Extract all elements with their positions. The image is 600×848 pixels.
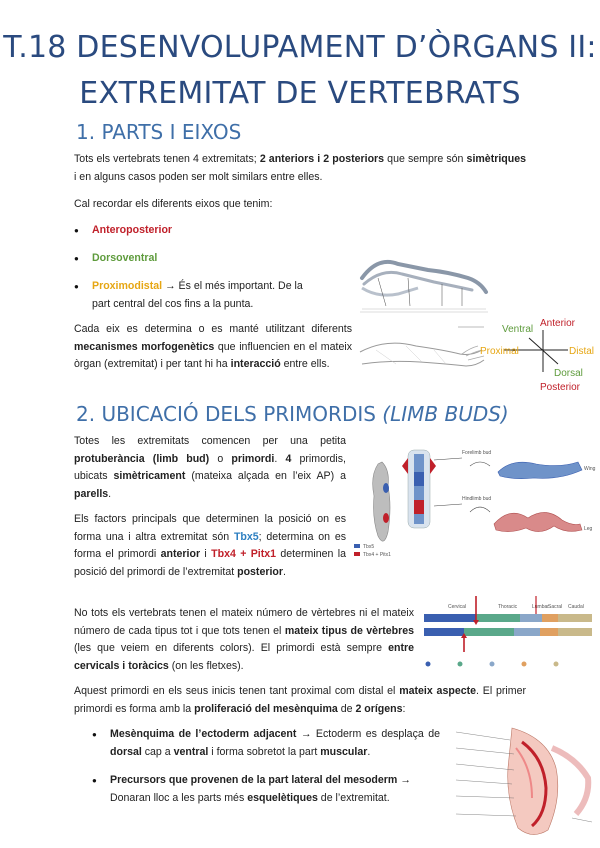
section2-paragraph2: Els factors principals que determinen la posició on es forma una i altra extremitat són Tbx5; determina on es forma el primordi anterior i Tbx4 + Pitx1 determinen la posició del primordi de l’extremitat posterior.	[74, 513, 347, 578]
axis-label-distal: Distal	[569, 346, 595, 357]
forelimb-bud-label: Forelimb bud	[462, 450, 492, 456]
mesenchyme-illustration	[452, 718, 596, 842]
leg-label: Leg	[584, 526, 593, 532]
vertebra-caudal-label: Caudal	[568, 604, 584, 610]
axis-label-dorsal: Dorsal	[554, 368, 583, 379]
vertebra-lumbar-label: Lumbar	[532, 604, 549, 610]
axis-label-posterior: Posterior	[540, 382, 581, 393]
axes-compass	[476, 310, 600, 396]
origin-item-ectoderm: ● Mesènquima de l’ectoderm adjacent → Ectoderm es desplaça de dorsal cap a ventral i forma sobretot la part muscular.	[110, 726, 440, 761]
section1-heading: 1. PARTS I EIXOS	[76, 120, 242, 144]
arm-sketch-illustration	[356, 320, 488, 378]
arm-skeleton-illustration	[358, 248, 490, 320]
axes-compass-figure	[476, 310, 600, 396]
hindlimb-bud-label: Hindlimb bud	[462, 496, 492, 502]
section1-paragraph3: Cada eix es determina o es manté utilitzant diferents mecanismes morfogenètics que influencien en el mateix òrgan (extremitat) i per tant hi ha interacció entre ells.	[74, 323, 353, 370]
vertebra-figure	[420, 592, 596, 672]
legend-tbx5-label: Tbx5	[363, 544, 375, 550]
section2-paragraph1: Totes les extremitats comencen per una petita protuberància (limb bud) o primordi. 4 primordis, ubicats simètricament (mateixa alçada en l’eix AP) a parells.	[74, 435, 346, 500]
axis-item-dorsoventral: ● Dorsoventral	[92, 250, 157, 268]
wing-label: Wing	[584, 466, 596, 472]
axis-label-anterior: Anterior	[540, 318, 576, 329]
axis-item-proximodistal: ● Proximodistal → És el més important. De la part central del cos fins a la punta.	[92, 278, 354, 313]
vertebra-cervical-label: Cervical	[448, 604, 467, 610]
section2-paragraph4: Aquest primordi en els seus inicis tenen tant proximal com distal el mateix aspecte. El primer primordi es forma amb la proliferació del mesènquima de 2 orígens:	[74, 685, 526, 715]
legend-tbx4-label: Tbx4 + Pitx1	[363, 552, 391, 558]
vertebra-sacral-label: Sacral	[548, 604, 563, 610]
origin-item-mesoderm: ● Precursors que provenen de la part lateral del mesoderm → Donaran lloc a les parts més esquelètiques de l’extremitat.	[110, 772, 440, 807]
vertebra-row	[424, 614, 592, 636]
section2-paragraph3: No tots els vertebrats tenen el mateix número de vèrtebres ni el mateix número de cada tipus tot i que tots tenen el mateix tipus de vèrtebres (les que veiem en diferents colors). El primordi està sempre entre cervicals i toràcics (on les fletxes).	[74, 607, 414, 672]
axis-label-ventral: Ventral	[502, 324, 534, 335]
limb-bud-figure	[350, 436, 598, 566]
limb-bud-illustration	[350, 436, 598, 566]
vertebra-thoracic-label: Thoracic	[498, 604, 518, 610]
vertebra-illustration	[420, 592, 596, 672]
mesenchyme-figure	[452, 718, 596, 842]
section2-heading: 2. UBICACIÓ DELS PRIMORDIS (LIMB BUDS)	[76, 402, 509, 426]
section1-paragraph2: Cal recordar els diferents eixos que tenim:	[74, 198, 273, 210]
page-title-line2: EXTREMITAT DE VERTEBRATS	[79, 76, 521, 111]
page-title-line1: T.18 DESENVOLUPAMENT D’ÒRGANS II:	[3, 30, 597, 65]
axis-label-proximal: Proximal	[480, 346, 519, 357]
arm-skeleton-figure	[358, 248, 490, 320]
section1-paragraph1: Tots els vertebrats tenen 4 extremitats; 2 anteriors i 2 posteriors que sempre són simètriques i en alguns casos poden ser molt similars entre elles.	[74, 153, 527, 183]
axis-item-anteroposterior: ● Anteroposterior	[92, 222, 172, 240]
arm-sketch-figure	[356, 320, 488, 378]
